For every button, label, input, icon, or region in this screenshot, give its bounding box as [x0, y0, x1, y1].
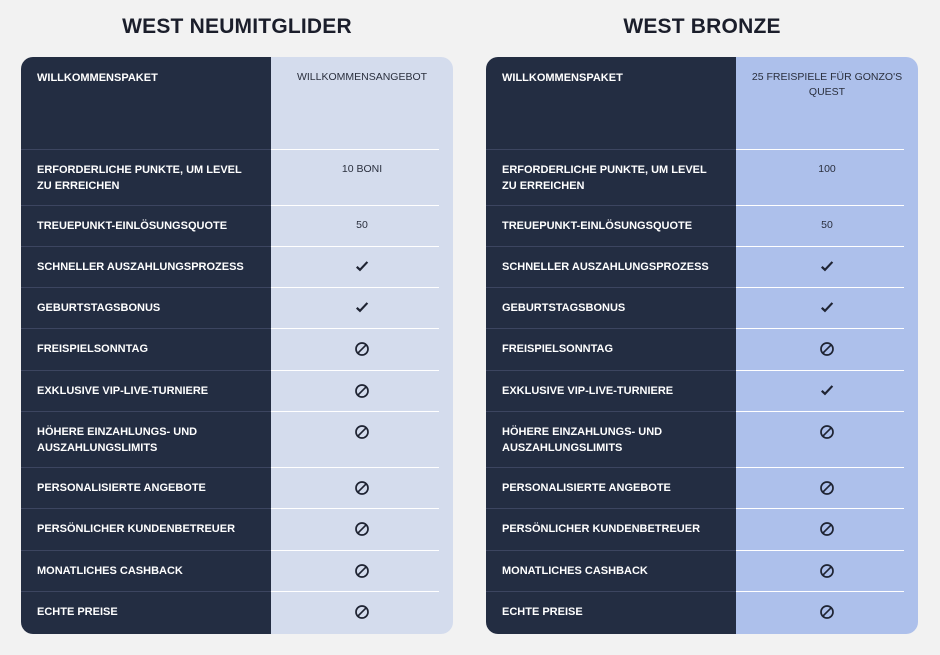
- benefit-label: ECHTE PREISE: [486, 591, 736, 632]
- benefit-value-text: 25 FREISPIELE FÜR GONZO'S QUEST: [751, 71, 903, 98]
- benefit-value: [271, 550, 453, 591]
- benefit-value: [271, 591, 453, 632]
- benefit-value-text: 50: [821, 219, 833, 231]
- benefit-label: GEBURTSTAGSBONUS: [21, 287, 271, 328]
- benefit-label: PERSONALISIERTE ANGEBOTE: [486, 467, 736, 508]
- benefit-label: EXKLUSIVE VIP-LIVE-TURNIERE: [21, 370, 271, 411]
- benefit-value-text: 50: [356, 219, 368, 231]
- benefit-value-column: [736, 57, 918, 634]
- benefit-value: [736, 411, 918, 467]
- prohibited-icon: [819, 604, 835, 625]
- benefit-value-text: 10 BONI: [341, 163, 383, 175]
- benefit-value: [271, 467, 453, 508]
- benefit-value: [736, 591, 918, 632]
- benefit-label: SCHNELLER AUSZAHLUNGSPROZESS: [486, 246, 736, 287]
- benefit-value: [736, 57, 918, 149]
- benefit-label: PERSÖNLICHER KUNDENBETREUER: [486, 508, 736, 550]
- benefit-label: TREUEPUNKT-EINLÖSUNGSQUOTE: [21, 205, 271, 246]
- benefit-label-column: [21, 57, 271, 634]
- prohibited-icon: [819, 424, 835, 445]
- prohibited-icon: [819, 521, 835, 542]
- check-icon: [819, 259, 835, 280]
- benefit-label-column: [486, 57, 736, 634]
- benefit-value: [271, 246, 453, 287]
- benefit-label: WILLKOMMENSPAKET: [37, 72, 158, 84]
- benefit-value: [736, 246, 918, 287]
- benefit-label: TREUEPUNKT-EINLÖSUNGSQUOTE: [486, 205, 736, 246]
- benefit-value: [271, 149, 453, 205]
- benefit-label: MONATLICHES CASHBACK: [486, 550, 736, 591]
- benefit-value: [736, 467, 918, 508]
- prohibited-icon: [354, 424, 370, 445]
- prohibited-icon: [354, 480, 370, 501]
- benefit-value-text: 100: [818, 163, 836, 175]
- tier-title: WEST NEUMITGLIDER: [122, 15, 352, 38]
- prohibited-icon: [354, 521, 370, 542]
- prohibited-icon: [819, 563, 835, 584]
- benefit-value: [736, 287, 918, 328]
- check-icon: [819, 300, 835, 321]
- prohibited-icon: [354, 604, 370, 625]
- tier-card-west-neumitglider: [21, 0, 453, 634]
- benefit-value: [736, 508, 918, 550]
- benefit-label: ECHTE PREISE: [21, 591, 271, 632]
- tier-table: [486, 57, 918, 634]
- benefit-value-text: WILLKOMMENSANGEBOT: [296, 71, 428, 83]
- prohibited-icon: [819, 480, 835, 501]
- benefit-label: WILLKOMMENSPAKET: [502, 72, 623, 84]
- benefit-value: [271, 411, 453, 467]
- check-icon: [354, 300, 370, 321]
- check-icon: [354, 259, 370, 280]
- benefit-value: [271, 370, 453, 411]
- tier-table: [21, 57, 453, 634]
- benefit-label: MONATLICHES CASHBACK: [21, 550, 271, 591]
- benefit-label: EXKLUSIVE VIP-LIVE-TURNIERE: [486, 370, 736, 411]
- benefit-label: FREISPIELSONNTAG: [486, 328, 736, 370]
- benefit-label: FREISPIELSONNTAG: [21, 328, 271, 370]
- benefit-label: SCHNELLER AUSZAHLUNGSPROZESS: [21, 246, 271, 287]
- prohibited-icon: [354, 563, 370, 584]
- benefit-value: [271, 57, 453, 149]
- benefit-value: [736, 370, 918, 411]
- prohibited-icon: [819, 341, 835, 362]
- benefit-value: [271, 205, 453, 246]
- check-icon: [819, 383, 835, 404]
- benefit-value: [271, 508, 453, 550]
- benefit-value: [736, 328, 918, 370]
- benefit-value: [271, 328, 453, 370]
- benefit-value: [271, 287, 453, 328]
- benefit-value-column: [271, 57, 453, 634]
- tier-title: WEST BRONZE: [623, 15, 781, 38]
- benefit-label: ERFORDERLICHE PUNKTE, UM LEVEL ZU ERREICHEN: [21, 149, 271, 205]
- benefit-value: [736, 149, 918, 205]
- benefit-value: [736, 550, 918, 591]
- benefit-label: PERSONALISIERTE ANGEBOTE: [21, 467, 271, 508]
- benefit-label: HÖHERE EINZAHLUNGS- UND AUSZAHLUNGSLIMITS: [486, 411, 736, 467]
- prohibited-icon: [354, 383, 370, 404]
- prohibited-icon: [354, 341, 370, 362]
- tier-card-west-bronze: [486, 0, 918, 634]
- benefit-value: [736, 205, 918, 246]
- benefit-label: HÖHERE EINZAHLUNGS- UND AUSZAHLUNGSLIMITS: [21, 411, 271, 467]
- benefit-label: ERFORDERLICHE PUNKTE, UM LEVEL ZU ERREICHEN: [486, 149, 736, 205]
- benefit-label: PERSÖNLICHER KUNDENBETREUER: [21, 508, 271, 550]
- benefit-label: GEBURTSTAGSBONUS: [486, 287, 736, 328]
